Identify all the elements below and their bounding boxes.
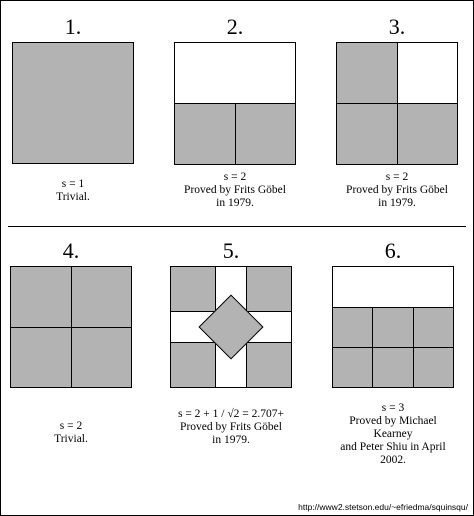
figure-5-square-bottom-right (246, 342, 292, 388)
figure-2-caption-line-1: s = 2 (223, 171, 247, 183)
figure-4-container (10, 266, 132, 388)
figure-4-square-top-right (71, 266, 132, 328)
figure-6-square-r2c1 (332, 347, 373, 388)
figure-1-container (12, 42, 134, 164)
figure-5-square-top-right (246, 266, 292, 312)
figure-3-container (336, 42, 458, 164)
figure-2-square-right (235, 103, 296, 165)
figure-1-caption-line-1: s = 1 (61, 178, 85, 190)
figure-1-caption (0, 178, 148, 204)
figure-4-caption-line-1: s = 2 (59, 420, 83, 432)
figure-4-square-top-left (10, 266, 72, 328)
figure-1-number: 1. (64, 14, 82, 39)
figure-3-caption (322, 171, 472, 210)
figure-6-caption-line-5: 2002. (380, 454, 406, 466)
figure-5-square-bottom-left (170, 342, 216, 388)
figure-6-square-r2c3 (413, 347, 454, 388)
figure-6-caption-line-1: s = 3 (381, 402, 405, 414)
figure-3-square-bottom-right (397, 103, 458, 165)
row-divider (8, 226, 466, 227)
figure-5-square-top-left (170, 266, 216, 312)
figure-2-caption (160, 171, 310, 210)
figure-3-caption-line-2: Proved by Frits Göbel (346, 184, 448, 196)
figure-5-container (170, 266, 292, 388)
figure-5-caption-line-3: in 1979. (212, 434, 250, 446)
figure-4-square-bottom-left (10, 327, 72, 388)
figure-6-caption (318, 402, 468, 467)
figure-3-caption-line-1: s = 2 (385, 171, 409, 183)
figure-6-square-r2c2 (372, 347, 414, 388)
figure-6-square-r1c1 (332, 307, 373, 348)
figure-6-caption-line-4: and Peter Shiu in April (340, 441, 446, 453)
figure-6-number: 6. (384, 238, 402, 263)
figure-3-caption-line-3: in 1979. (378, 197, 416, 209)
figure-5-caption-line-1: s = 2 + 1 / √2 = 2.707+ (177, 408, 285, 420)
figure-1-square (12, 42, 134, 164)
figure-3-square-bottom-left (336, 103, 398, 165)
figure-6-square-r1c3 (413, 307, 454, 348)
figure-4-caption (0, 420, 146, 446)
source-url: http://www2.stetson.edu/~efriedma/squinsqu/ (298, 502, 468, 512)
figure-6-container (332, 266, 454, 388)
figure-1-caption-line-2: Trivial. (56, 191, 90, 203)
figure-6-caption-line-2: Proved by Michael (349, 415, 437, 427)
figure-4-caption-line-2: Trivial. (54, 433, 88, 445)
figure-4-square-bottom-right (71, 327, 132, 388)
figure-3-square-top-left (336, 42, 398, 104)
figure-6-caption-line-3: Kearney (373, 428, 413, 440)
figure-5-caption (156, 408, 306, 447)
figure-2-caption-line-2: Proved by Frits Göbel (184, 184, 286, 196)
figure-3-number: 3. (388, 14, 406, 39)
figure-5-number: 5. (222, 238, 240, 263)
figure-5-caption-line-2: Proved by Frits Göbel (180, 421, 282, 433)
figure-2-container (174, 42, 296, 164)
figure-4-number: 4. (62, 238, 80, 263)
figure-6-square-r1c2 (372, 307, 414, 348)
figure-2-square-left (174, 103, 236, 165)
figure-2-number: 2. (226, 14, 244, 39)
figure-2-caption-line-3: in 1979. (216, 197, 254, 209)
